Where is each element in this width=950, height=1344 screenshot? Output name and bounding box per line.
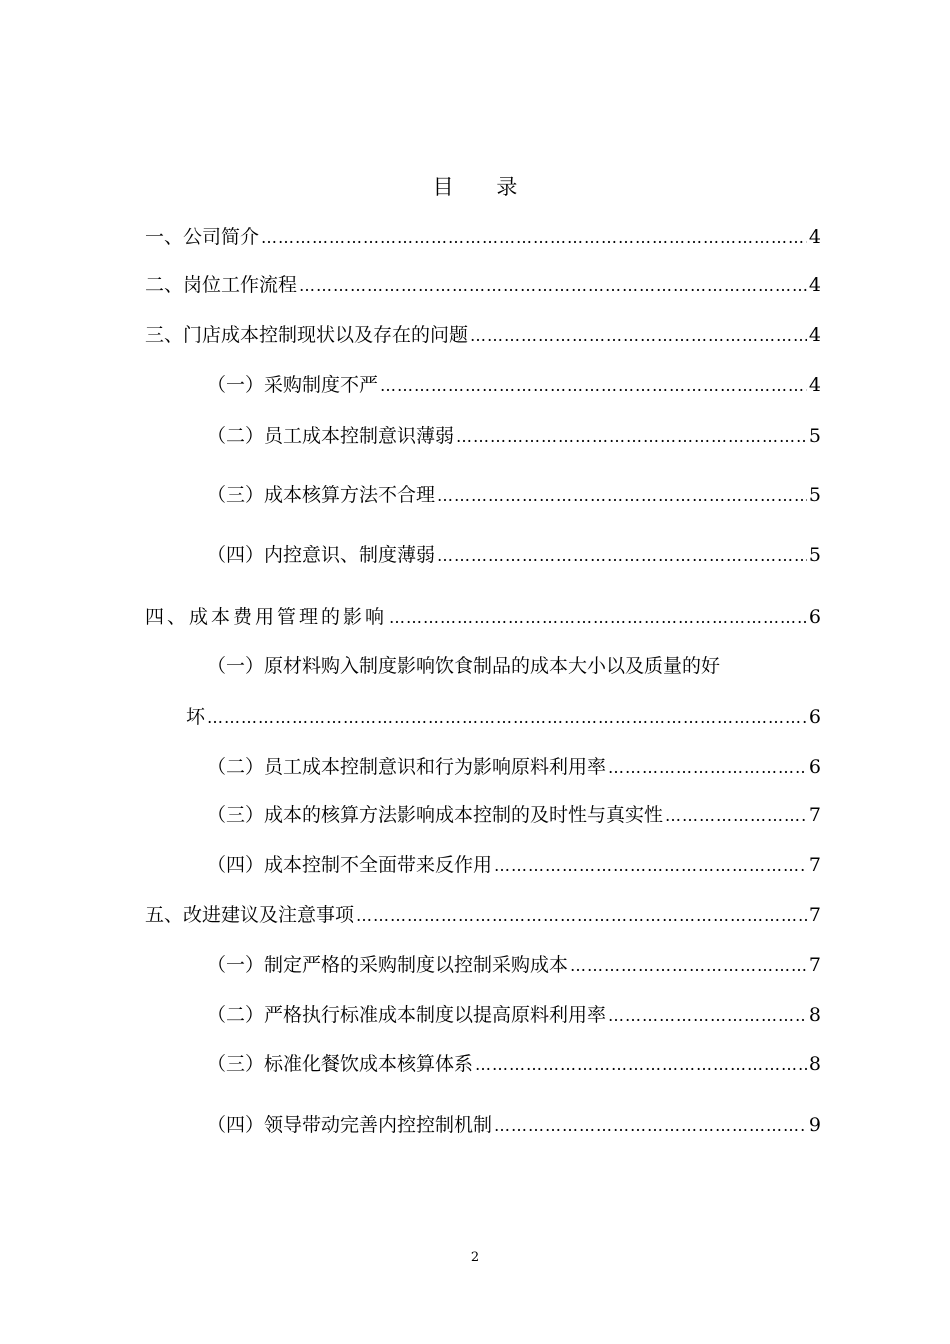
toc-entry-page: 8 bbox=[808, 1053, 821, 1075]
toc-entry[interactable] bbox=[207, 800, 821, 830]
toc-entry[interactable] bbox=[207, 370, 821, 400]
toc-entry[interactable] bbox=[207, 850, 821, 880]
toc-entry[interactable] bbox=[207, 540, 821, 570]
toc-entry[interactable] bbox=[207, 1110, 821, 1140]
toc-entry-page: 4 bbox=[808, 226, 821, 248]
toc-entry[interactable] bbox=[145, 222, 821, 252]
toc-leader bbox=[494, 851, 807, 881]
page-number: 2 bbox=[470, 1250, 480, 1265]
toc-leader bbox=[380, 371, 807, 401]
toc-entry-text: 五、改进建议及注意事项 bbox=[145, 904, 355, 926]
toc-entry[interactable] bbox=[145, 320, 821, 350]
toc-entry-page: 7 bbox=[808, 904, 821, 926]
toc-entry-text: （一）制定严格的采购制度以控制采购成本 bbox=[207, 954, 569, 976]
toc-entry-text: （二）员工成本控制意识和行为影响原料利用率 bbox=[207, 756, 607, 778]
toc-entry[interactable] bbox=[207, 421, 821, 451]
toc-entry-page: 5 bbox=[808, 425, 821, 447]
toc-entry-text: （三）标准化餐饮成本核算体系 bbox=[207, 1053, 474, 1075]
toc-leader bbox=[389, 603, 807, 633]
toc-entry-page: 4 bbox=[808, 324, 821, 346]
toc-entry-text: 四、成本费用管理的影响 bbox=[145, 606, 388, 628]
toc-leader bbox=[437, 541, 807, 571]
toc-entry-text: （四）成本控制不全面带来反作用 bbox=[207, 854, 493, 876]
toc-leader bbox=[261, 223, 807, 253]
toc-entry-text: （二）员工成本控制意识薄弱 bbox=[207, 425, 455, 447]
toc-entry[interactable] bbox=[145, 602, 821, 632]
toc-entry-page: 6 bbox=[808, 706, 821, 728]
toc-leader bbox=[475, 1050, 807, 1080]
toc-entry-text: 三、门店成本控制现状以及存在的问题 bbox=[145, 324, 469, 346]
toc-entry-page: 5 bbox=[808, 544, 821, 566]
toc-entry-text: （四）领导带动完善内控控制机制 bbox=[207, 1114, 493, 1136]
toc-entry-text[interactable]: （一）原材料购入制度影响饮食制品的成本大小以及质量的好 bbox=[207, 655, 721, 677]
toc-entry-page: 6 bbox=[808, 756, 821, 778]
toc-entry-text: （四）内控意识、制度薄弱 bbox=[207, 544, 436, 566]
toc-leader bbox=[356, 901, 807, 931]
toc-entry-page: 9 bbox=[808, 1114, 821, 1136]
toc-entry-page: 7 bbox=[808, 804, 821, 826]
toc-entry[interactable] bbox=[145, 900, 821, 930]
toc-entry-page: 4 bbox=[808, 374, 821, 396]
toc-leader bbox=[456, 422, 807, 452]
toc-entry[interactable] bbox=[207, 480, 821, 510]
toc-entry-page: 7 bbox=[808, 854, 821, 876]
toc-entry[interactable] bbox=[207, 950, 821, 980]
toc-entry-text: 二、岗位工作流程 bbox=[145, 274, 298, 296]
toc-entry-page: 4 bbox=[808, 274, 821, 296]
toc-entry-text: （一）采购制度不严 bbox=[207, 374, 379, 396]
toc-entry-page: 7 bbox=[808, 954, 821, 976]
toc-leader bbox=[470, 321, 807, 351]
toc-entry-text-continued: 坏 bbox=[186, 706, 206, 728]
toc-entry[interactable] bbox=[186, 702, 821, 732]
toc-entry[interactable] bbox=[207, 1000, 821, 1030]
toc-leader bbox=[570, 951, 807, 981]
toc-entry-page: 5 bbox=[808, 484, 821, 506]
toc-leader bbox=[207, 703, 807, 733]
toc-entry-page: 6 bbox=[808, 606, 821, 628]
toc-entry-text: 一、公司简介 bbox=[145, 226, 260, 248]
toc-entry[interactable] bbox=[207, 1049, 821, 1079]
toc-leader bbox=[437, 481, 807, 511]
toc-leader bbox=[608, 753, 807, 783]
toc-entry[interactable] bbox=[145, 270, 821, 300]
toc-entry[interactable] bbox=[207, 752, 821, 782]
toc-leader bbox=[299, 271, 807, 301]
page-title: 目 录 bbox=[432, 175, 536, 199]
toc-entry-text: （三）成本核算方法不合理 bbox=[207, 484, 436, 506]
toc-entry-text: （三）成本的核算方法影响成本控制的及时性与真实性 bbox=[207, 804, 664, 826]
toc-entry-page: 8 bbox=[808, 1004, 821, 1026]
toc-leader bbox=[494, 1111, 807, 1141]
toc-leader bbox=[608, 1001, 807, 1031]
toc-entry-text: （二）严格执行标准成本制度以提高原料利用率 bbox=[207, 1004, 607, 1026]
toc-leader bbox=[665, 801, 807, 831]
